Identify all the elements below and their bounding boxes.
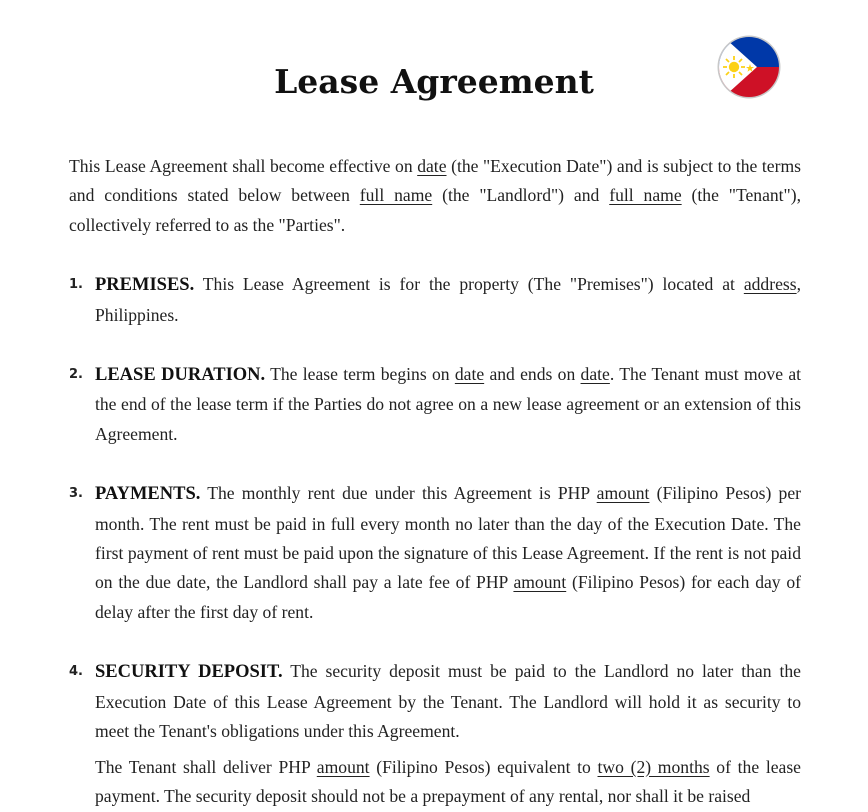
clause-number: 2. <box>69 367 83 383</box>
document-body <box>69 152 801 811</box>
clause-heading: PAYMENTS. <box>95 484 201 505</box>
deposit-amount-field[interactable]: amount <box>316 756 370 777</box>
address-field[interactable]: address <box>743 274 797 295</box>
clause-list <box>69 270 801 811</box>
date-field[interactable]: date <box>417 156 447 176</box>
clause-heading: LEASE DURATION. <box>95 365 266 386</box>
clause-premises: 1. PREMISES. This Lease Agreement is for the property (The "Premises") located at address, Philippines. <box>69 270 801 330</box>
rent-amount-field[interactable]: amount <box>596 483 650 504</box>
clause-lease-duration: 2. LEASE DURATION. The lease term begins on date and ends on date. The Tenant must move at the end of the lease term if the Parties do not agree on a new lease agreement or an extension of this Agreement. <box>69 360 801 449</box>
landlord-name-field[interactable]: full name <box>359 185 433 206</box>
start-date-field[interactable]: date <box>454 364 485 385</box>
end-date-field[interactable]: date <box>580 364 610 385</box>
tenant-name-field[interactable]: full name <box>609 185 682 206</box>
clause-security-deposit: 4. SECURITY DEPOSIT. The security deposit must be paid to the Landlord no later than the Execution Date of this Lease Agreement by the Tenant. The Landlord will hold it as security to meet the Tenant's obligations under this Agreement. The Tenant shall deliver PHP amount (Filipino Pesos) equivalent to two (2) months of the lease payment. The security deposit should not be a prepayment of any rental, nor shall it be raised <box>69 657 801 811</box>
clause-number: 4. <box>69 664 83 680</box>
clause-payments: 3. PAYMENTS. The monthly rent due under this Agreement is PHP amount (Filipino Pesos) per month. The rent must be paid in full every month no later than the day of the Execution Date. The first payment of rent must be paid upon the signature of this Lease Agreement. If the rent is not paid on the due date, the Landlord shall pay a late fee of PHP amount (Filipino Pesos) for each day of delay after the first day of rent. <box>69 479 801 627</box>
intro-paragraph: This Lease Agreement shall become effective on date (the "Execution Date") and is subject to the terms and conditions stated below between full name (the "Landlord") and full name (the "Tenant"), collectively referred to as the "Parties". <box>69 156 802 235</box>
clause-number: 3. <box>69 486 83 502</box>
deposit-paragraph: The Tenant shall deliver PHP amount (Filipino Pesos) equivalent to two (2) months of the lease payment. The security deposit should not be a prepayment of any rental, nor shall it be raised <box>95 756 801 806</box>
document-title: Lease Agreement <box>274 62 594 101</box>
clause-number: 1. <box>69 277 83 293</box>
clause-heading: SECURITY DEPOSIT. <box>95 662 283 683</box>
clause-heading: PREMISES. <box>95 275 195 296</box>
deposit-months-field[interactable]: two (2) months <box>597 756 710 777</box>
late-fee-amount-field[interactable]: amount <box>513 572 567 593</box>
